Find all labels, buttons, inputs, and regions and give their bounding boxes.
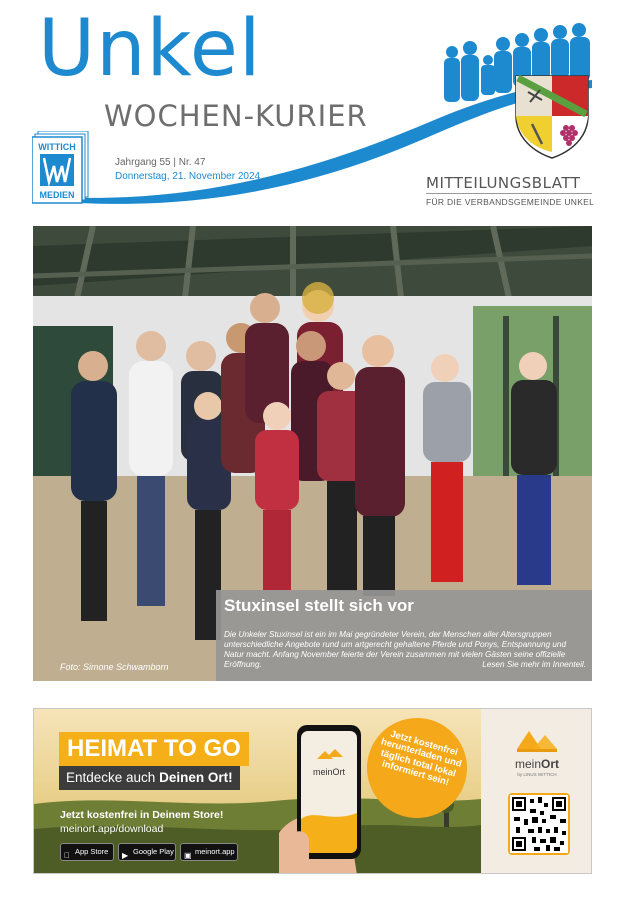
apple-icon (64, 848, 70, 864)
google-play-label: Google Play (133, 847, 174, 856)
publisher-logo-text-top: WITTICH (38, 142, 76, 152)
web-app-label: meinort.app (195, 847, 235, 856)
app-store-badge[interactable] (60, 843, 114, 861)
ad-tagline-prefix: Entdecke auch (66, 770, 160, 785)
cover-caption (216, 590, 592, 681)
masthead (0, 0, 625, 222)
meinort-logo-icon (515, 725, 559, 753)
ad-download-link[interactable]: meinort.app/download (60, 823, 164, 835)
ad-tagline-bold: Deinen Ort! (159, 770, 233, 785)
meinort-brand-panel (481, 709, 592, 874)
download-promo-text: Jetzt kostenfrei herunterladen und täglich total lokal informiert sein! (379, 728, 463, 789)
publisher-logo-text-bottom: MEDIEN (39, 190, 75, 200)
cover-photo (33, 226, 592, 681)
ad-headline: HEIMAT TO GO (59, 732, 249, 766)
ad-tagline (59, 766, 240, 790)
app-store-label: App Store (75, 847, 109, 856)
cover-text: Die Unkeler Stuxinsel ist ein im Mai gegründeter Verein, der Menschen aller Altersgruppen unterschiedliche Angebote rund um artgerecht gehaltene Pferde und Ponys, Entspannung und Natur macht. Anfang November feierte der Verein zusammen mit vielen Gästen seine offizielle Eröffnung. (224, 630, 566, 669)
qr-code[interactable] (508, 793, 570, 855)
masthead-title: Unkel (38, 4, 262, 94)
cover-headline: Stuxinsel stellt sich vor (224, 596, 414, 615)
meinort-brand-name (481, 757, 592, 771)
ad-store-line: Jetzt kostenfrei in Deinem Store! (60, 809, 224, 821)
read-more-note: Lesen Sie mehr im Innenteil. (482, 660, 586, 669)
publisher-logo-icon (32, 131, 89, 204)
play-icon: ▶ (122, 851, 129, 860)
qr-code-icon (510, 795, 568, 853)
bulletin-title: MITTEILUNGSBLATT (426, 174, 581, 192)
photo-credit: Foto: Simone Schwamborn (60, 662, 169, 672)
issue-number: Jahrgang 55 | Nr. 47 (115, 157, 206, 168)
meinort-brand-by: by LINUS WITTICH (517, 772, 557, 777)
meinort-brand-prefix: mein (514, 757, 541, 771)
web-icon: ▣ (184, 851, 192, 860)
issue-date: Donnerstag, 21. November 2024 (115, 171, 261, 182)
coat-of-arms-icon (512, 72, 592, 160)
web-app-badge[interactable] (180, 843, 238, 861)
bulletin-subtitle: FÜR DIE VERBANDSGEMEINDE UNKEL (426, 197, 595, 207)
meinort-advertisement[interactable] (33, 708, 592, 874)
phone-illustration (279, 723, 379, 874)
google-play-badge[interactable] (118, 843, 176, 861)
bulletin-divider (426, 193, 592, 194)
masthead-subtitle: WOCHEN-KURIER (104, 99, 368, 133)
meinort-brand-bold: Ort (541, 757, 559, 771)
phone-app-name: meinOrt (312, 767, 346, 777)
